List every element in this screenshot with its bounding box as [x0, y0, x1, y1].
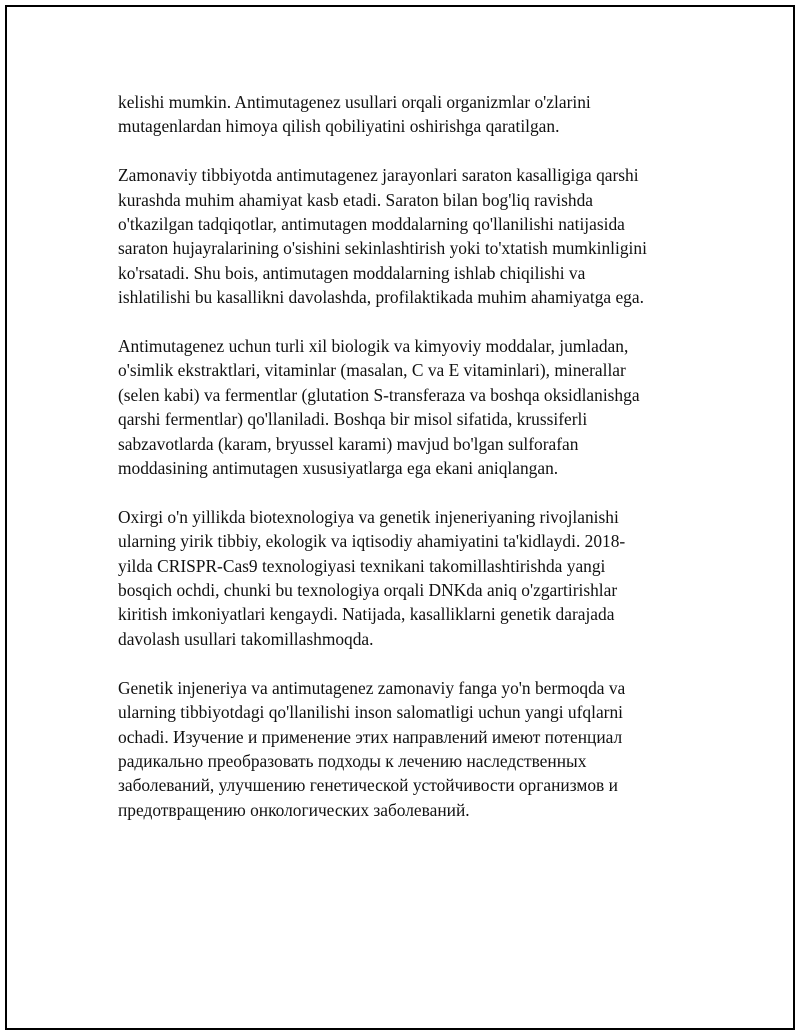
paragraph-5: Genetik injeneriya va antimutagenez zamonaviy fanga yo'n bermoqda va ularning tibbiyotdagi qo'llanilishi inson salomatligi uchun yangi ufqlarni ochadi. Изучение и применение этих направлений имеют потенциал радикально преобразовать подходы к лечению наследственных заболеваний, улучшению генетической устойчивости организмов и предотвращению онкологических заболеваний.	[118, 677, 626, 820]
paragraph-2: Zamonaviy tibbiyotda antimutagenez jarayonlari saraton kasalligiga qarshi kurashda muhim ahamiyat kasb etadi. Saraton bilan bog'liq ravishda o'tkazilgan tadqiqotlar, antimutagen moddalarning qo'llanilishi natijasida saraton hujayralarining o'sishini sekinlashtirish yoki to'xtatish mumkinligini ko'rsatadi. Shu bois, antimutagen moddalarning ishlab chiqilishi va ishlatilishi bu kasallikni davolashda, profilaktikada muhim ahamiyatga ega.	[118, 165, 647, 308]
paragraph-3: Antimutagenez uchun turli xil biologik va kimyoviy moddalar, jumladan, o'simlik ekstraktlari, vitaminlar (masalan, C va E vitaminlari), minerallar (selen kabi) va fermentlar (glutation S-transferaza va boshqa oksidlanishga qarshi fermentlar) qo'llaniladi. Boshqa bir misol sifatida, krussiferli sabzavotlarda (karam, bryussel karami) mavjud bo'lgan sulforafan moddasining antimutagen xususiyatlarga ega ekani aniqlangan.	[118, 336, 640, 479]
paragraph-1: kelishi mumkin. Antimutagenez usullari orqali organizmlar o'zlarini mutagenlardan himoya qilish qobiliyatini oshirishga qaratilgan.	[118, 92, 591, 137]
paragraph-4: Oxirgi o'n yillikda biotexnologiya va genetik injeneriyaning rivojlanishi ularning yirik tibbiy, ekologik va iqtisodiy ahamiyatini ta'kidlaydi. 2018- yilda CRISPR-Cas9 texnologiyasi texnikani takomillashtirishda yangi bosqich ochdi, chunki bu texnologiya orqali DNKda aniq o'zgartirishlar kiritish imkoniyatlari kengaydi. Natijada, kasalliklarni genetik darajada davolash usullari takomillashmoqda.	[118, 506, 626, 649]
document-body	[118, 90, 690, 847]
